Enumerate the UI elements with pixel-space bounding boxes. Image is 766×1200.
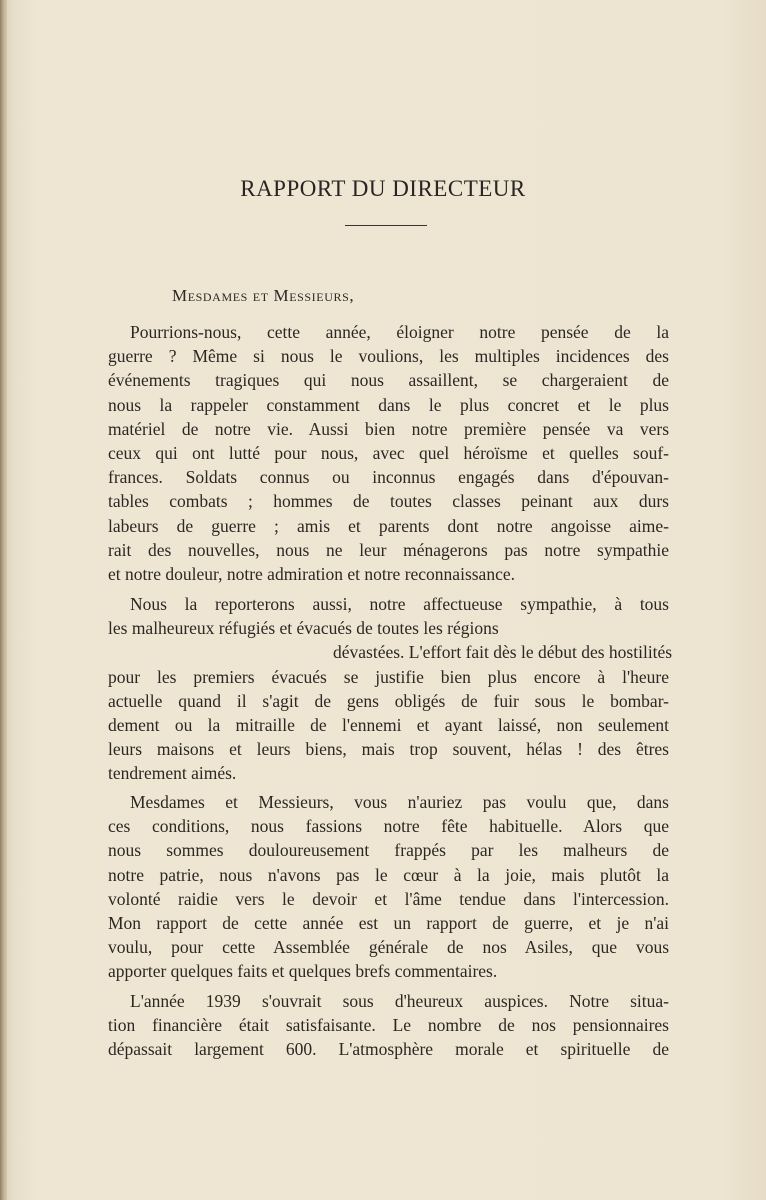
text-line: dement ou la mitraille de l'ennemi et ayant laissé, non seulement [108, 714, 669, 735]
text-line: tion financière était satisfaisante. Le nombre de nos pensionnaires [108, 1015, 669, 1036]
title-divider [345, 225, 427, 226]
text-line: ceux qui ont lutté pour nous, avec quel héroïsme et quelles souf- [108, 442, 669, 463]
text-line: ces conditions, nous fassions notre fête habituelle. Alors que [108, 816, 669, 837]
text-line: Mon rapport de cette année est un rapport de guerre, et je n'ai [108, 912, 669, 933]
text-line: Mesdames et Messieurs, vous n'auriez pas voulu que, dans [130, 792, 669, 812]
paragraph-1 [108, 320, 669, 586]
text-line: matériel de notre vie. Aussi bien notre première pensée va vers [108, 418, 669, 439]
text-line: pour les premiers évacués se justifie bien plus encore à l'heure [108, 666, 669, 687]
text-line: nous sommes douloureusement frappés par les malheurs de [108, 840, 669, 861]
text-line: Pourrions-nous, cette année, éloigner notre pensée de la [130, 322, 669, 342]
salutation: Mesdames et Messieurs, [172, 286, 355, 305]
text-line: guerre ? Même si nous le voulions, les multiples incidences des [108, 346, 669, 367]
text-line: notre patrie, nous n'avons pas le cœur à la joie, mais plutôt la [108, 864, 669, 885]
text-line: L'année 1939 s'ouvrait sous d'heureux auspices. Notre situa- [130, 991, 669, 1011]
text-line: nous la rappeler constamment dans le plus concret et le plus [108, 394, 669, 415]
text-line: volonté raidie vers le devoir et l'âme tendue dans l'intercession. [108, 888, 669, 909]
text-line: dépassait largement 600. L'atmosphère morale et spirituelle de [108, 1039, 669, 1060]
text-line: les malheureux réfugiés et évacués de toutes les régions [108, 618, 499, 639]
text-line: leurs maisons et leurs biens, mais trop souvent, hélas ! des êtres [108, 739, 669, 760]
text-line: labeurs de guerre ; amis et parents dont notre angoisse aime- [108, 515, 669, 536]
text-line: dévastées. L'effort fait dès le début des hostilités [333, 642, 673, 663]
text-line: voulu, pour cette Assemblée générale de nos Asiles, que vous [108, 937, 669, 958]
text-line: actuelle quand il s'agit de gens obligés de fuir sous le bombar- [108, 690, 669, 711]
text-line: apporter quelques faits et quelques brefs commentaires. [108, 961, 498, 982]
paragraph-2 [108, 592, 673, 786]
text-line: tendrement aimés. [108, 763, 237, 784]
paragraph-3 [108, 790, 669, 984]
text-line: événements tragiques qui nous assaillent, se chargeraient de [108, 370, 669, 391]
text-line: Nous la reporterons aussi, notre affectueuse sympathie, à tous [130, 594, 669, 614]
paragraph-4 [108, 989, 669, 1062]
text-line: rait des nouvelles, nous ne leur ménagerons pas notre sympathie [108, 539, 669, 560]
text-line: frances. Soldats connus ou inconnus engagés dans d'épouvan- [108, 467, 669, 488]
text-line: et notre douleur, notre admiration et notre reconnaissance. [108, 563, 515, 584]
page-title: RAPPORT DU DIRECTEUR [240, 176, 526, 201]
text-line: tables combats ; hommes de toutes classes peinant aux durs [108, 491, 669, 512]
